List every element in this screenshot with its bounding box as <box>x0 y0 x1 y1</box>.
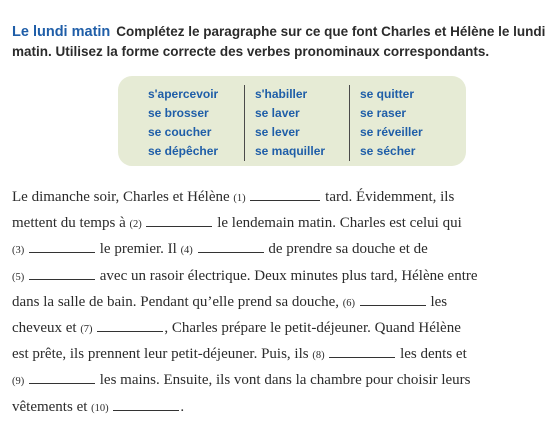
exercise-paragraph <box>12 185 552 421</box>
paragraph-line <box>12 185 552 211</box>
verb-item: s'habiller <box>255 87 308 101</box>
blank-number: (3) <box>12 245 25 257</box>
text-segment: avec un rasoir électrique. Deux minutes plus tard, Hélène entre <box>99 267 478 284</box>
verb-item: se réveiller <box>360 125 423 139</box>
exercise-instructions: Complétez le paragraphe sur ce que font Charles et Hélène le lundi matin. Utilisez la forme correcte des verbes pronominaux correspondants. <box>12 24 546 59</box>
answer-blank-9[interactable] <box>29 382 95 384</box>
verb-item: se lever <box>255 125 300 139</box>
verb-grid <box>148 85 450 161</box>
verb-item: se dépêcher <box>148 144 219 158</box>
answer-blank-8[interactable] <box>329 356 395 358</box>
text-segment: dans la salle de bain. Pendant qu’elle prend sa douche, <box>12 293 339 310</box>
answer-blank-10[interactable] <box>113 409 179 411</box>
blank-number: (4) <box>180 245 193 257</box>
blank-number: (6) <box>342 297 355 309</box>
verb-item: se brosser <box>148 106 209 120</box>
verb-column-1 <box>148 85 245 161</box>
answer-blank-3[interactable] <box>29 251 95 253</box>
paragraph-line <box>12 237 552 263</box>
text-segment: les <box>430 293 448 310</box>
text-segment: le lendemain matin. Charles est celui qui <box>217 215 462 232</box>
paragraph-line <box>12 316 552 342</box>
answer-blank-6[interactable] <box>360 304 426 306</box>
verb-item: se laver <box>255 106 300 120</box>
blank-number: (2) <box>129 219 142 231</box>
blank-number: (10) <box>91 402 109 414</box>
answer-blank-4[interactable] <box>198 251 264 253</box>
verb-item: se maquiller <box>255 144 326 158</box>
blank-number: (9) <box>12 376 25 388</box>
verb-item: se sécher <box>360 144 416 158</box>
verb-column-2 <box>245 85 350 161</box>
verb-item: se quitter <box>360 87 415 101</box>
paragraph-line <box>12 368 552 394</box>
paragraph-line <box>12 211 552 237</box>
paragraph-line <box>12 395 552 421</box>
text-segment: de prendre sa douche et de <box>268 241 428 258</box>
text-segment: les mains. Ensuite, ils vont dans la chambre pour choisir leurs <box>99 372 471 389</box>
verb-item: se raser <box>360 106 407 120</box>
answer-blank-1[interactable] <box>250 199 320 201</box>
text-segment: vêtements et <box>12 398 88 415</box>
paragraph-line <box>12 290 552 316</box>
text-segment: . <box>180 398 185 415</box>
text-segment: le premier. Il <box>99 241 177 258</box>
paragraph-line <box>12 342 552 368</box>
verb-item: s'apercevoir <box>148 87 219 101</box>
exercise-title: Le lundi matin <box>12 24 111 40</box>
text-segment: cheveux et <box>12 320 77 337</box>
blank-number: (7) <box>80 324 93 336</box>
blank-number: (8) <box>312 350 325 362</box>
blank-number: (1) <box>233 193 246 204</box>
answer-blank-2[interactable] <box>146 225 212 227</box>
text-segment: , Charles prépare le petit-déjeuner. Quand Hélène <box>164 320 461 337</box>
verb-column-3 <box>350 85 450 161</box>
exercise-header <box>12 22 546 61</box>
text-segment: les dents et <box>400 346 467 363</box>
text-segment: Le dimanche soir, Charles et Hélène <box>12 189 230 205</box>
verb-bank <box>118 76 466 166</box>
answer-blank-5[interactable] <box>29 278 95 280</box>
blank-number: (5) <box>12 271 25 283</box>
text-segment: mettent du temps à <box>12 215 126 232</box>
answer-blank-7[interactable] <box>97 330 163 332</box>
text-segment: tard. Évidemment, ils <box>325 189 455 205</box>
verb-item: se coucher <box>148 125 212 139</box>
paragraph-line <box>12 264 552 290</box>
text-segment: est prête, ils prennent leur petit-déjeuner. Puis, ils <box>12 346 309 363</box>
